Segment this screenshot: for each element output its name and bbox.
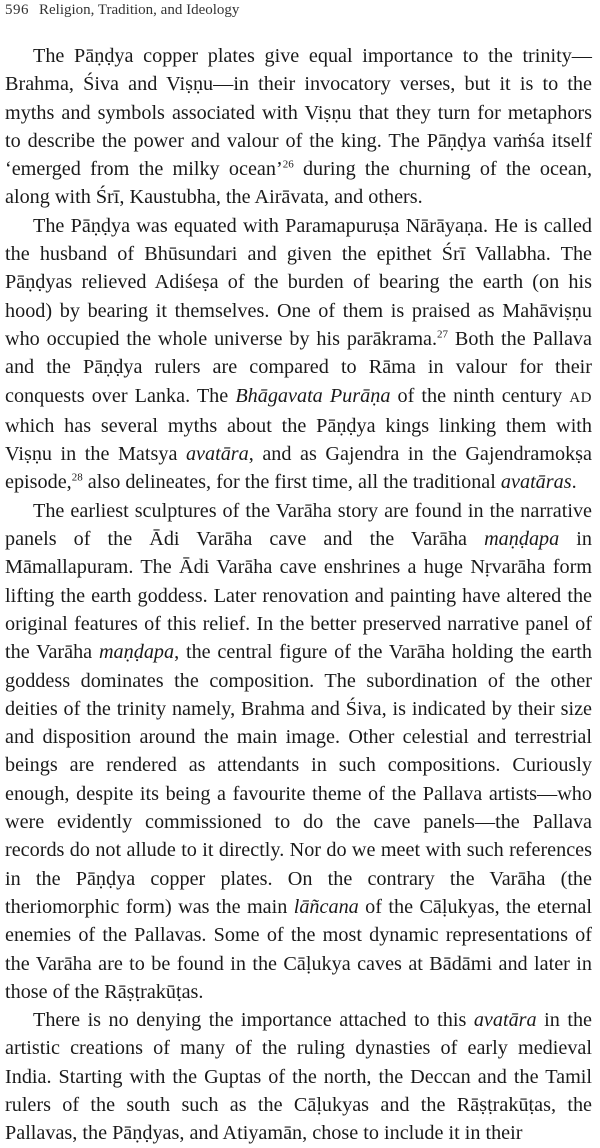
body-text bbox=[5, 42, 592, 1148]
paragraph: There is no denying the importance attached to this avatāra in the artistic creations of many of the ruling dynasties of early medieval India. Starting with the Guptas of the north, the Deccan and the Tamil rulers of the south such as the Cāḷukyas and the Rāṣṭrakūṭas, the Pallavas, the Pāṇḍyas, and Atiyamān, chose to include it in their bbox=[5, 1009, 593, 1145]
running-header bbox=[5, 0, 592, 32]
paragraph: The Pāṇḍya copper plates give equal importance to the trinity—Brahma, Śiva and Viṣṇu—in their invocatory verses, but it is to the myths and symbols associated with Viṣṇu that they turn for metaphors to describe the power and valour of the king. The Pāṇḍya vaṁśa itself ‘emerged from the milky ocean’$^{26}$ during the churning of the ocean, along with Śrī, Kaustubha, the Airāvata, and others. bbox=[5, 45, 592, 209]
paragraph: The Pāṇḍya was equated with Paramapuruṣa Nārāyaṇa. He is called the husband of Bhūsundari and given the epithet Śrī Vallabha. The Pāṇḍyas relieved Adiśeṣa of the burden of bearing the earth (on his hood) by bearing it themselves. One of them is praised as Mahāviṣṇu who occupied the whole universe by his parākrama.$^{27}$ Both the Pallava and the Pāṇḍya rulers are compared to Rāma in valour for their conquests over Lanka. The Bhāgavata Purāṇa of the ninth century AD which has several myths about the Pāṇḍya kings linking them with Viṣṇu in the Matsya avatāra, and as Gajendra in the Gajendramokṣa episode,$^{28}$ also delineates, for the first time, all the traditional avatāras. bbox=[5, 214, 593, 494]
footnote-marker[interactable]: 28 bbox=[71, 471, 83, 484]
page-number: 596 bbox=[5, 2, 29, 18]
paragraph: The earliest sculptures of the Varāha story are found in the narrative panels of the Ādi Varāha cave and the Varāha maṇḍapa in Māmallapuram. The Ādi Varāha cave enshrines a huge Nṛvarāha form lifting the earth goddess. Later renovation and painting have altered the original features of this relief. In the better preserved narrative panel of the Varāha maṇḍapa, the central figure of the Varāha holding the earth goddess dominates the composition. The subordination of the other deities of the trinity namely, Brahma and Śiva, is indicated by their size and disposition around the main image. Other celestial and terrestrial beings are rendered as attendants in such compositions. Curiously enough, despite its being a favourite theme of the Pallava artists—who were evidently commissioned to do the cave panels—the Pallava records do not allude to it directly. Nor do we meet with such references in the Pāṇḍya copper plates. On the contrary the Varāha (the theriomorphic form) was the main lāñcana of the Cāḷukyas, the eternal enemies of the Pallavas. Some of the most dynamic representations of the Varāha are to be found in the Cāḷukya caves at Bādāmi and later in those of the Rāṣṭrakūṭas. bbox=[5, 499, 593, 1003]
running-title: Religion, Tradition, and Ideology bbox=[39, 2, 240, 18]
footnote-marker[interactable]: 27 bbox=[437, 328, 449, 341]
footnote-marker[interactable]: 26 bbox=[282, 158, 294, 171]
